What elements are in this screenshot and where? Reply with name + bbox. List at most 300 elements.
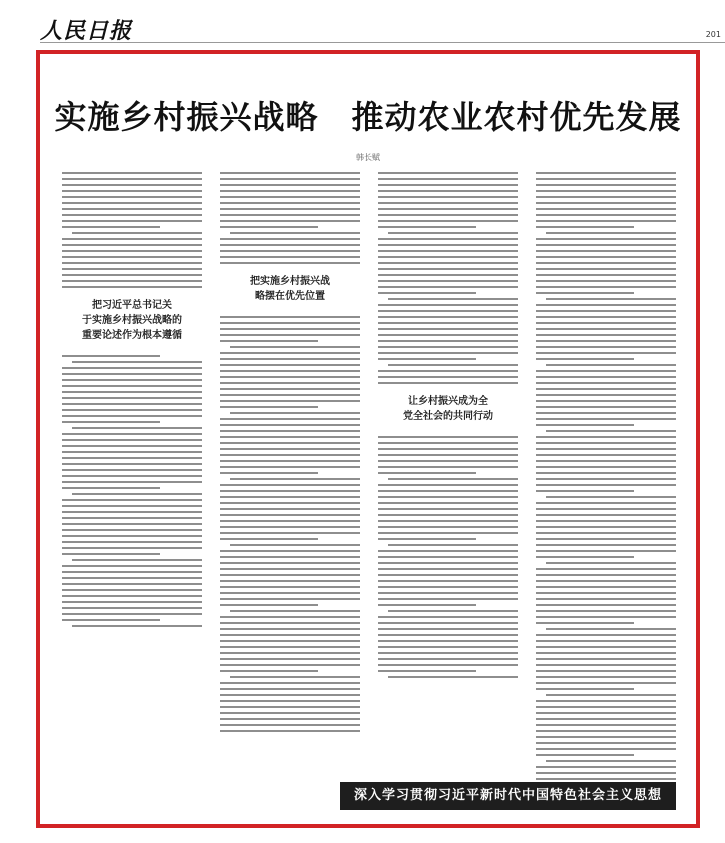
- body-text-line: [536, 178, 676, 180]
- body-text-line: [62, 547, 202, 549]
- body-text-line: [536, 418, 676, 420]
- body-text-line: [62, 244, 202, 246]
- body-text-line: [388, 232, 518, 234]
- body-text-line: [378, 556, 518, 558]
- body-text-line: [378, 358, 476, 360]
- body-text-line: [220, 568, 360, 570]
- body-text-line: [62, 475, 202, 477]
- body-text-line: [536, 742, 676, 744]
- body-text-line: [378, 226, 476, 228]
- body-text-line: [536, 532, 676, 534]
- body-text-line: [536, 406, 676, 408]
- body-text-line: [220, 628, 360, 630]
- body-text-line: [378, 262, 518, 264]
- body-text-line: [62, 595, 202, 597]
- body-text-line: [62, 613, 202, 615]
- body-text-line: [536, 286, 676, 288]
- body-text-line: [536, 250, 676, 252]
- body-text-line: [378, 352, 518, 354]
- body-text-line: [220, 514, 360, 516]
- body-text-line: [220, 334, 360, 336]
- body-text-line: [378, 190, 518, 192]
- body-text-line: [72, 427, 202, 429]
- body-text-line: [220, 358, 360, 360]
- body-text-line: [220, 682, 360, 684]
- article-frame: [36, 50, 700, 828]
- body-text-line: [546, 496, 676, 498]
- section-subhead: 让乡村振兴成为全 党全社会的共同行动: [403, 396, 493, 422]
- body-text-line: [220, 490, 360, 492]
- body-text-line: [378, 202, 518, 204]
- body-text-line: [220, 400, 360, 402]
- body-text-line: [220, 238, 360, 240]
- body-text-line: [378, 370, 518, 372]
- body-text-line: [62, 367, 202, 369]
- masthead-logo: 人民日报: [40, 18, 133, 44]
- body-text-line: [62, 226, 160, 228]
- body-text-line: [62, 373, 202, 375]
- body-text-line: [536, 322, 676, 324]
- body-text-line: [536, 724, 676, 726]
- body-text-line: [536, 574, 676, 576]
- body-text-line: [62, 457, 202, 459]
- body-text-line: [536, 346, 676, 348]
- body-text-line: [536, 214, 676, 216]
- body-text-line: [62, 463, 202, 465]
- body-text-line: [378, 382, 518, 384]
- body-text-line: [536, 304, 676, 306]
- body-text-line: [378, 292, 476, 294]
- body-text-line: [378, 664, 518, 666]
- body-text-line: [220, 640, 360, 642]
- body-text-line: [378, 538, 476, 540]
- body-text-line: [536, 454, 676, 456]
- body-text-line: [220, 466, 360, 468]
- body-text-line: [536, 334, 676, 336]
- body-text-line: [220, 646, 360, 648]
- body-text-line: [72, 232, 202, 234]
- body-text-line: [378, 652, 518, 654]
- body-text-line: [220, 178, 360, 180]
- body-text-line: [62, 445, 202, 447]
- article-body: [62, 172, 678, 800]
- body-text-line: [536, 520, 676, 522]
- body-text-line: [378, 574, 518, 576]
- body-text-line: [220, 340, 318, 342]
- body-text-line: [536, 622, 634, 624]
- body-text-line: [378, 592, 518, 594]
- body-text-line: [536, 466, 676, 468]
- body-text-line: [378, 496, 518, 498]
- body-text-line: [536, 556, 634, 558]
- body-text-line: [378, 568, 518, 570]
- body-text-line: [220, 502, 360, 504]
- body-text-line: [230, 346, 360, 348]
- body-text-line: [230, 544, 360, 546]
- body-text-line: [62, 220, 202, 222]
- body-text-line: [220, 586, 360, 588]
- body-text-line: [536, 400, 676, 402]
- body-text-line: [220, 730, 360, 732]
- body-text-line: [378, 490, 518, 492]
- body-text-line: [220, 424, 360, 426]
- body-text-line: [378, 658, 518, 660]
- body-text-line: [220, 448, 360, 450]
- body-text-line: [62, 208, 202, 210]
- body-text-line: [546, 628, 676, 630]
- body-text-line: [536, 184, 676, 186]
- body-text-line: [536, 424, 634, 426]
- body-text-line: [62, 391, 202, 393]
- body-text-line: [536, 280, 676, 282]
- body-text-line: [62, 517, 202, 519]
- body-text-line: [62, 268, 202, 270]
- body-text-line: [230, 610, 360, 612]
- body-text-line: [220, 220, 360, 222]
- body-text-line: [62, 601, 202, 603]
- body-text-line: [62, 439, 202, 441]
- body-text-line: [220, 556, 360, 558]
- body-text-line: [378, 208, 518, 210]
- body-text-line: [536, 646, 676, 648]
- body-text-line: [378, 196, 518, 198]
- body-text-line: [536, 772, 676, 774]
- body-text-line: [536, 460, 676, 462]
- body-text-line: [220, 574, 360, 576]
- body-text-line: [62, 505, 202, 507]
- body-text-line: [536, 226, 634, 228]
- body-text-line: [62, 577, 202, 579]
- body-text-line: [62, 385, 202, 387]
- body-text-line: [220, 394, 360, 396]
- body-text-line: [536, 664, 676, 666]
- body-text-line: [378, 268, 518, 270]
- body-text-line: [62, 565, 202, 567]
- text-column-3: [378, 172, 518, 800]
- body-text-line: [378, 436, 518, 438]
- body-text-line: [378, 448, 518, 450]
- body-text-line: [378, 238, 518, 240]
- body-text-line: [536, 490, 634, 492]
- body-text-line: [62, 250, 202, 252]
- body-text-line: [72, 559, 202, 561]
- body-text-line: [220, 406, 318, 408]
- body-text-line: [62, 451, 202, 453]
- body-text-line: [220, 376, 360, 378]
- body-text-line: [62, 238, 202, 240]
- body-text-line: [378, 460, 518, 462]
- body-text-line: [220, 496, 360, 498]
- body-text-line: [378, 628, 518, 630]
- body-text-line: [536, 712, 676, 714]
- body-text-line: [536, 670, 676, 672]
- body-text-line: [220, 382, 360, 384]
- body-text-line: [62, 433, 202, 435]
- body-text-line: [536, 616, 676, 618]
- body-text-line: [62, 583, 202, 585]
- body-text-line: [536, 292, 634, 294]
- section-subhead: 把习近平总书记关 于实施乡村振兴战略的 重要论述作为根本遵循: [82, 300, 182, 341]
- body-text-line: [536, 754, 634, 756]
- body-text-line: [220, 244, 360, 246]
- body-text-line: [378, 550, 518, 552]
- body-text-line: [536, 256, 676, 258]
- body-text-line: [536, 688, 634, 690]
- body-text-line: [62, 274, 202, 276]
- body-text-line: [378, 484, 518, 486]
- body-text-line: [62, 403, 202, 405]
- body-text-line: [536, 478, 676, 480]
- body-text-line: [536, 196, 676, 198]
- body-text-line: [220, 436, 360, 438]
- body-text-line: [536, 766, 676, 768]
- body-text-line: [536, 568, 676, 570]
- body-text-line: [536, 502, 676, 504]
- body-text-line: [378, 316, 518, 318]
- body-text-line: [388, 544, 518, 546]
- body-text-line: [388, 298, 518, 300]
- body-text-line: [536, 730, 676, 732]
- body-text-line: [220, 322, 360, 324]
- body-text-line: [378, 280, 518, 282]
- body-text-line: [220, 520, 360, 522]
- body-text-line: [536, 472, 676, 474]
- article-byline: 韩长赋: [356, 153, 380, 162]
- body-text-line: [62, 523, 202, 525]
- body-text-line: [62, 553, 160, 555]
- body-text-line: [536, 370, 676, 372]
- body-text-line: [546, 298, 676, 300]
- body-text-line: [72, 361, 202, 363]
- body-text-line: [536, 442, 676, 444]
- body-text-line: [536, 544, 676, 546]
- body-text-line: [220, 550, 360, 552]
- body-text-line: [536, 586, 676, 588]
- body-text-line: [536, 208, 676, 210]
- body-text-line: [378, 472, 476, 474]
- body-text-line: [62, 511, 202, 513]
- body-text-line: [546, 364, 676, 366]
- body-text-line: [62, 481, 202, 483]
- body-text-line: [378, 604, 476, 606]
- body-text-line: [62, 541, 202, 543]
- body-text-line: [220, 202, 360, 204]
- body-text-line: [378, 376, 518, 378]
- body-text-line: [220, 694, 360, 696]
- body-text-line: [536, 640, 676, 642]
- body-text-line: [536, 316, 676, 318]
- body-text-line: [220, 262, 360, 264]
- body-text-line: [536, 682, 676, 684]
- body-text-line: [220, 430, 360, 432]
- body-text-line: [220, 460, 360, 462]
- body-text-line: [378, 328, 518, 330]
- body-text-line: [536, 658, 676, 660]
- body-text-line: [536, 526, 676, 528]
- body-text-line: [378, 586, 518, 588]
- body-text-line: [62, 355, 160, 357]
- body-text-line: [546, 694, 676, 696]
- body-text-line: [220, 664, 360, 666]
- body-text-line: [536, 376, 676, 378]
- body-text-line: [220, 670, 318, 672]
- body-text-line: [536, 388, 676, 390]
- body-text-line: [378, 322, 518, 324]
- body-text-line: [378, 640, 518, 642]
- body-text-line: [220, 484, 360, 486]
- body-text-line: [388, 364, 518, 366]
- body-text-line: [378, 244, 518, 246]
- body-text-line: [378, 340, 518, 342]
- body-text-line: [62, 262, 202, 264]
- body-text-line: [220, 352, 360, 354]
- body-text-line: [536, 748, 676, 750]
- body-text-line: [62, 535, 202, 537]
- body-text-line: [62, 499, 202, 501]
- body-text-line: [536, 538, 676, 540]
- body-text-line: [220, 658, 360, 660]
- body-text-line: [220, 250, 360, 252]
- body-text-line: [378, 454, 518, 456]
- body-text-line: [378, 502, 518, 504]
- body-text-line: [536, 352, 676, 354]
- body-text-line: [220, 592, 360, 594]
- body-text-line: [536, 220, 676, 222]
- body-text-line: [72, 493, 202, 495]
- body-text-line: [536, 736, 676, 738]
- body-text-line: [62, 280, 202, 282]
- body-text-line: [536, 436, 676, 438]
- body-text-line: [378, 274, 518, 276]
- body-text-line: [536, 706, 676, 708]
- body-text-line: [62, 184, 202, 186]
- body-text-line: [536, 382, 676, 384]
- text-column-1: [62, 172, 202, 800]
- body-text-line: [220, 562, 360, 564]
- body-text-line: [378, 346, 518, 348]
- body-text-line: [536, 592, 676, 594]
- body-text-line: [536, 514, 676, 516]
- body-text-line: [536, 676, 676, 678]
- body-text-line: [388, 478, 518, 480]
- body-text-line: [220, 364, 360, 366]
- body-text-line: [62, 409, 202, 411]
- body-text-line: [378, 634, 518, 636]
- body-text-line: [378, 520, 518, 522]
- body-text-line: [536, 448, 676, 450]
- body-text-line: [62, 571, 202, 573]
- body-text-line: [536, 244, 676, 246]
- body-text-line: [378, 304, 518, 306]
- body-text-line: [220, 196, 360, 198]
- body-text-line: [536, 172, 676, 174]
- body-text-line: [220, 370, 360, 372]
- body-text-line: [220, 388, 360, 390]
- body-text-line: [378, 514, 518, 516]
- body-text-line: [378, 256, 518, 258]
- body-text-line: [62, 421, 160, 423]
- body-text-line: [220, 622, 360, 624]
- body-text-line: [536, 394, 676, 396]
- body-text-line: [220, 538, 318, 540]
- body-text-line: [220, 316, 360, 318]
- body-text-line: [536, 508, 676, 510]
- body-text-line: [378, 616, 518, 618]
- body-text-line: [220, 598, 360, 600]
- body-text-line: [220, 532, 360, 534]
- body-text-line: [220, 454, 360, 456]
- body-text-line: [536, 412, 676, 414]
- body-text-line: [536, 598, 676, 600]
- body-text-line: [378, 214, 518, 216]
- body-text-line: [378, 670, 476, 672]
- body-text-line: [378, 532, 518, 534]
- body-text-line: [62, 172, 202, 174]
- body-text-line: [388, 676, 518, 678]
- body-text-line: [220, 580, 360, 582]
- body-text-line: [536, 268, 676, 270]
- body-text-line: [378, 184, 518, 186]
- body-text-line: [536, 190, 676, 192]
- body-text-line: [536, 550, 676, 552]
- body-text-line: [546, 760, 676, 762]
- body-text-line: [220, 712, 360, 714]
- body-text-line: [220, 226, 318, 228]
- body-text-line: [378, 526, 518, 528]
- body-text-line: [378, 310, 518, 312]
- body-text-line: [230, 478, 360, 480]
- body-text-line: [220, 256, 360, 258]
- body-text-line: [220, 328, 360, 330]
- body-text-line: [546, 232, 676, 234]
- body-text-line: [62, 190, 202, 192]
- body-text-line: [220, 724, 360, 726]
- body-text-line: [220, 604, 318, 606]
- body-text-line: [62, 589, 202, 591]
- body-text-line: [378, 250, 518, 252]
- body-text-line: [62, 469, 202, 471]
- body-text-line: [72, 625, 202, 627]
- body-text-line: [220, 652, 360, 654]
- body-text-line: [536, 652, 676, 654]
- body-text-line: [536, 700, 676, 702]
- body-text-line: [536, 610, 676, 612]
- body-text-line: [220, 616, 360, 618]
- body-text-line: [378, 466, 518, 468]
- body-text-line: [546, 562, 676, 564]
- body-text-line: [220, 526, 360, 528]
- body-text-line: [220, 418, 360, 420]
- body-text-line: [220, 214, 360, 216]
- body-text-line: [378, 622, 518, 624]
- body-text-line: [536, 238, 676, 240]
- body-text-line: [536, 358, 634, 360]
- body-text-line: [536, 310, 676, 312]
- body-text-line: [62, 178, 202, 180]
- body-text-line: [62, 397, 202, 399]
- body-text-line: [388, 610, 518, 612]
- body-text-line: [378, 334, 518, 336]
- body-text-line: [220, 442, 360, 444]
- body-text-line: [378, 580, 518, 582]
- body-text-line: [378, 286, 518, 288]
- body-text-line: [230, 676, 360, 678]
- body-text-line: [378, 508, 518, 510]
- body-text-line: [220, 718, 360, 720]
- section-subhead: 把实施乡村振兴战 略摆在优先位置: [250, 276, 330, 302]
- body-text-line: [220, 634, 360, 636]
- body-text-line: [536, 202, 676, 204]
